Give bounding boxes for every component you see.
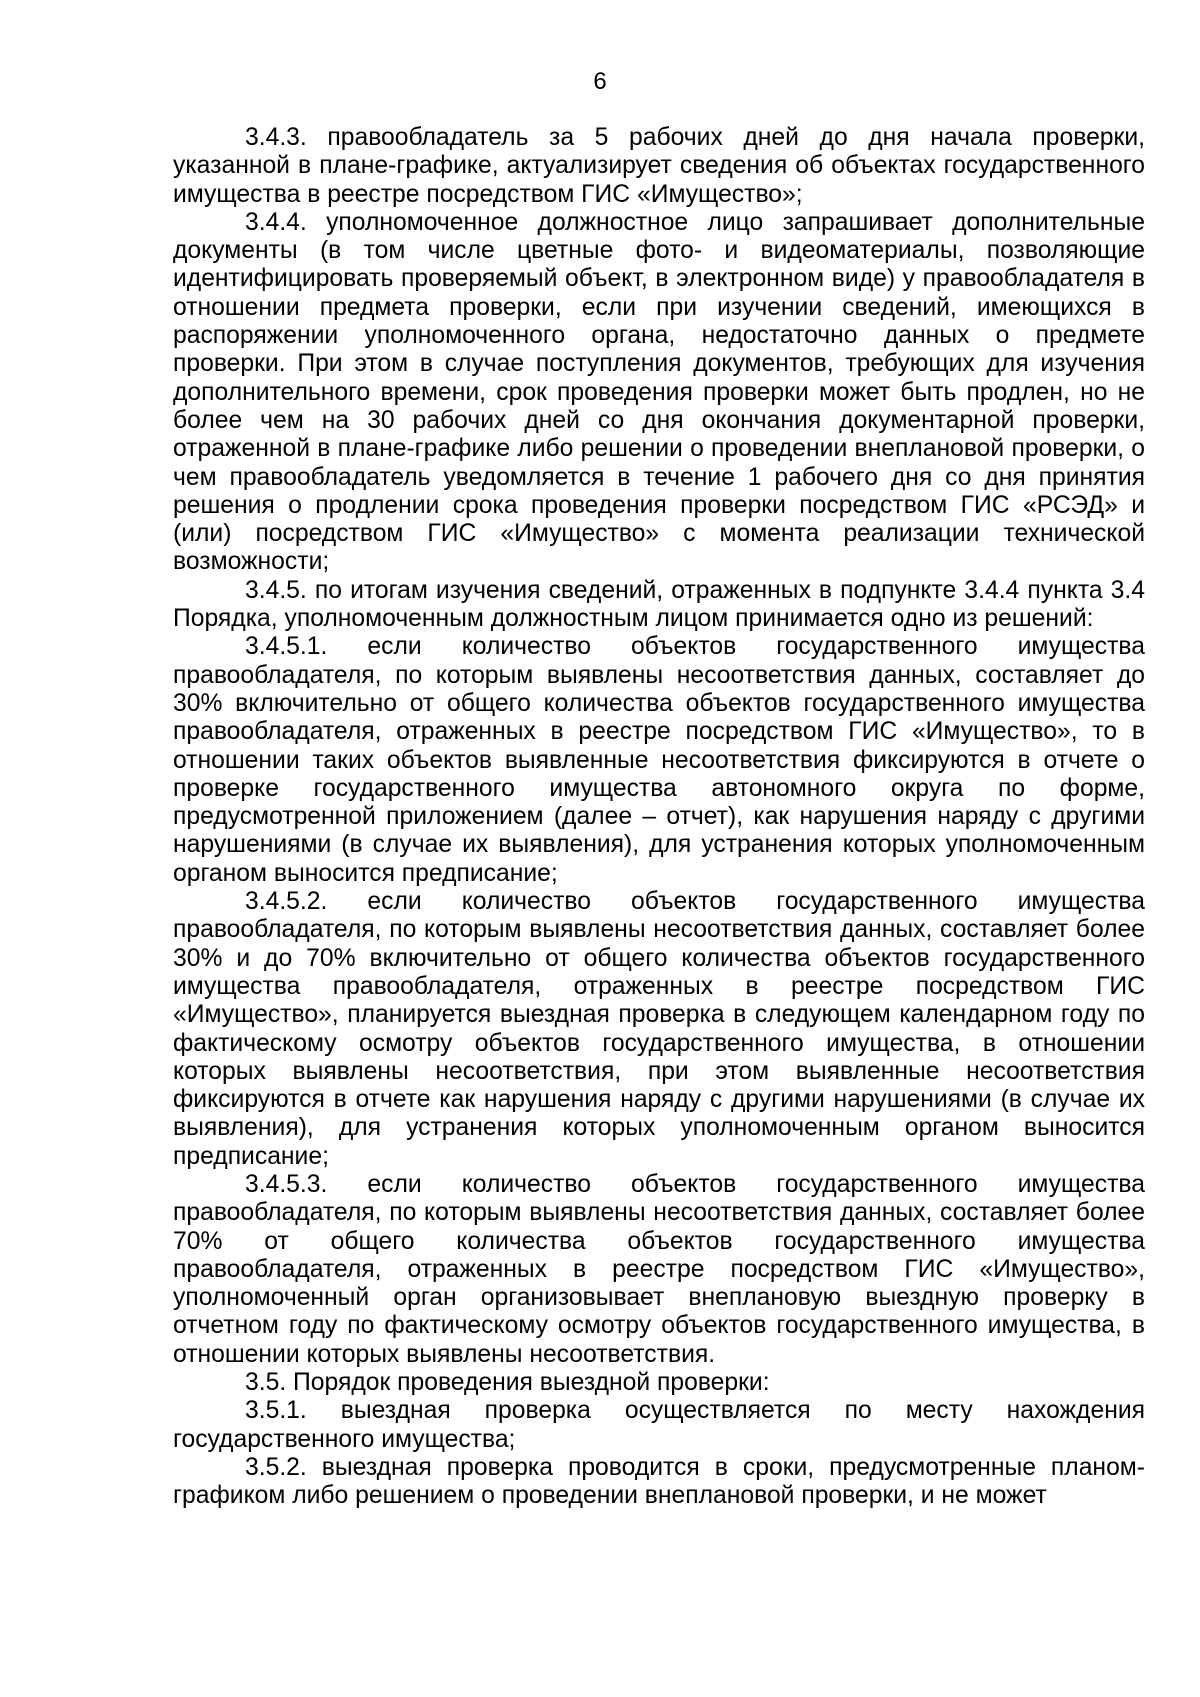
page-number: 6 bbox=[593, 68, 607, 95]
paragraph-3-4-3: 3.4.3. правообладатель за 5 рабочих дней до дня начала проверки, указанной в плане-графике, актуализирует сведения об объектах государственного имущества в реестре посредством ГИС «Имущество»; bbox=[173, 124, 1145, 208]
paragraph-3-4-5-3: 3.4.5.3. если количество объектов государственного имущества правообладателя, по которым выявлены несоответствия данных, составляет более 70% от общего количества объектов государственного имущества правообладателя, отраженных в реестре посредством ГИС «Имущество», уполномоченный орган организовывает внеплановую выездную проверку в отчетном году по фактическому осмотру объектов государственного имущества, в отношении которых выявлены несоответствия. bbox=[173, 1170, 1145, 1368]
paragraph-3-5-2: 3.5.2. выездная проверка проводится в сроки, предусмотренные планом-графиком либо решением о проведении внеплановой проверки, и не может bbox=[173, 1453, 1145, 1510]
document-body bbox=[173, 124, 1145, 1511]
paragraph-3-4-5-1: 3.4.5.1. если количество объектов государственного имущества правообладателя, по которым выявлены несоответствия данных, составляет до 30% включительно от общего количества объектов государственного имущества правообладателя, отраженных в реестре посредством ГИС «Имущество», то в отношении таких объектов выявленные несоответствия фиксируются в отчете о проверке государственного имущества автономного округа по форме, предусмотренной приложением (далее – отчет), как нарушения наряду с другими нарушениями (в случае их выявления), для устранения которых уполномоченным органом выносится предписание; bbox=[173, 633, 1145, 887]
paragraph-3-5: 3.5. Порядок проведения выездной проверки: bbox=[245, 1369, 770, 1397]
paragraph-3-4-5: 3.4.5. по итогам изучения сведений, отраженных в подпункте 3.4.4 пункта 3.4 Порядка, уполномоченным должностным лицом принимается одно из решений: bbox=[173, 576, 1145, 633]
paragraph-3-5-1: 3.5.1. выездная проверка осуществляется по месту нахождения государственного имущества; bbox=[173, 1397, 1145, 1453]
paragraph-3-4-4: 3.4.4. уполномоченное должностное лицо запрашивает дополнительные документы (в том числе цветные фото- и видеоматериалы, позволяющие идентифицировать проверяемый объект, в электронном виде) у правообладателя в отношении предмета проверки, если при изучении сведений, имеющихся в распоряжении уполномоченного органа, недостаточно данных о предмете проверки. При этом в случае поступления документов, требующих для изучения дополнительного времени, срок проведения проверки может быть продлен, но не более чем на 30 рабочих дней со дня окончания документарной проверки, отраженной в плане-графике либо решении о проведении внеплановой проверки, о чем правообладатель уведомляется в течение 1 рабочего дня со дня принятия решения о продлении срока проведения проверки посредством ГИС «РСЭД» и (или) посредством ГИС «Имущество» с момента реализации технической возможности; bbox=[173, 208, 1145, 576]
paragraph-3-4-5-2: 3.4.5.2. если количество объектов государственного имущества правообладателя, по которым выявлены несоответствия данных, составляет более 30% и до 70% включительно от общего количества объектов государственного имущества правообладателя, отраженных в реестре посредством ГИС «Имущество», планируется выездная проверка в следующем календарном году по фактическому осмотру объектов государственного имущества, в отношении которых выявлены несоответствия, при этом выявленные несоответствия фиксируются в отчете как нарушения наряду с другими нарушениями (в случае их выявления), для устранения которых уполномоченным органом выносится предписание; bbox=[173, 888, 1145, 1170]
